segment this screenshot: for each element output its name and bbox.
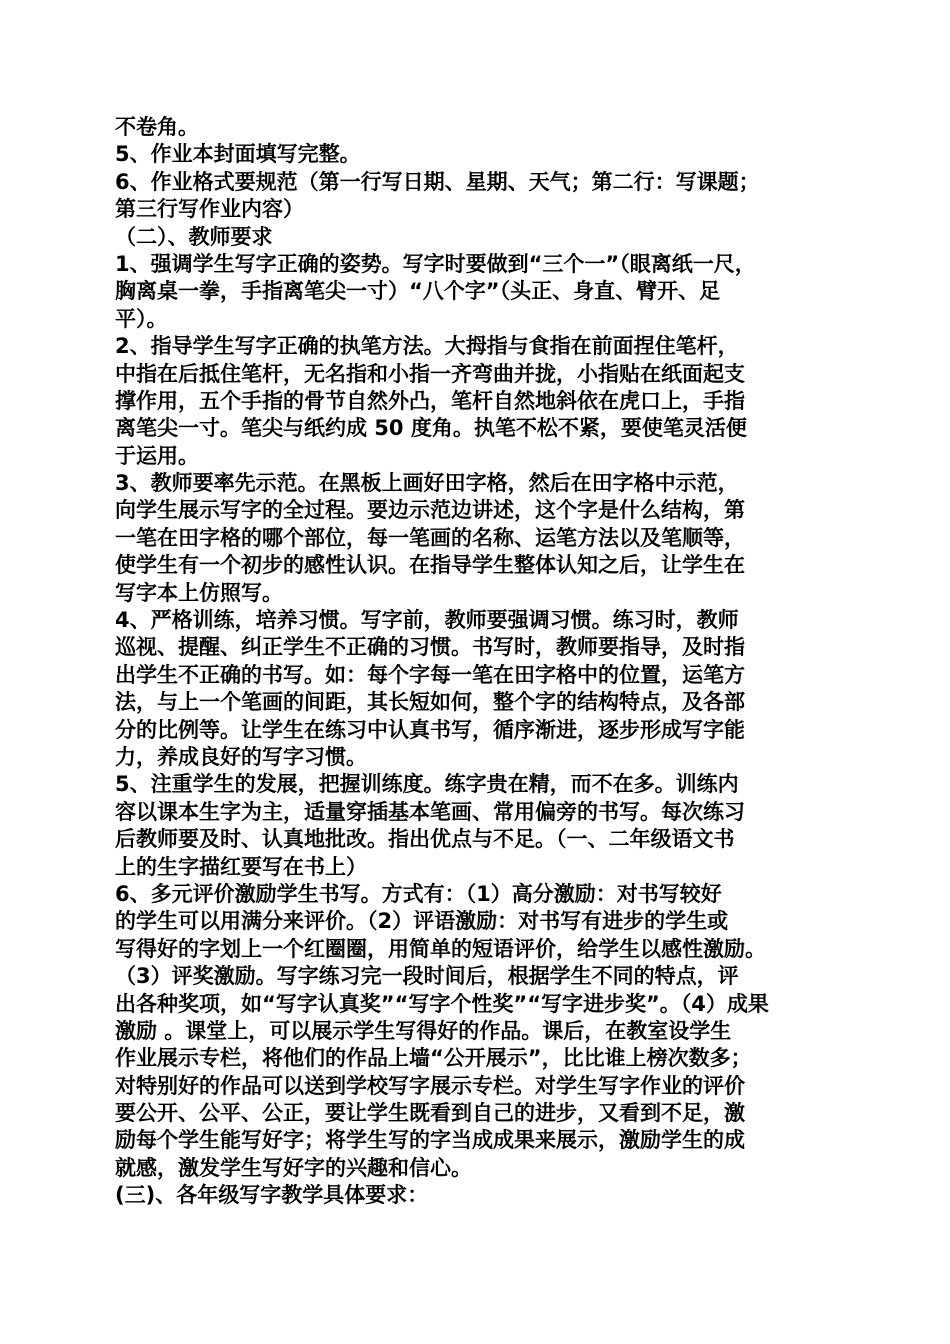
text-line: （3）评奖激励。写字练习完一段时间后，根据学生不同的特点，评 (115, 964, 739, 989)
text-line: 巡视、提醒、纠正学生不正确的习惯。书写时，教师要指导，及时指 (115, 635, 745, 660)
text-line: 6、作业格式要规范（第一行写日期、星期、天气；第二行：写课题； (115, 169, 760, 194)
text-line: 写字本上仿照写。 (115, 580, 283, 605)
text-line: 撑作用，五个手指的骨节自然外凸，笔杆自然地斜依在虎口上，手指 (115, 388, 745, 413)
text-line: 出学生不正确的书写。如：每个字每一笔在田字格中的位置，运笔方 (115, 662, 745, 687)
text-line: 就感，激发学生写好字的兴趣和信心。 (115, 1155, 472, 1180)
text-line: 于运用。 (115, 443, 199, 468)
text-line: 分的比例等。让学生在练习中认真书写，循序渐进，逐步形成写字能 (115, 717, 745, 742)
text-line: 激励 。课堂上，可以展示学生写得好的作品。课后，在教室设学生 (115, 1018, 732, 1043)
text-line: 出各种奖项，如“写字认真奖”“写字个性奖”“写字进步奖”。（4）成果 (115, 991, 769, 1016)
text-line: 4、严格训练，培养习惯。写字前，教师要强调习惯。练习时，教师 (115, 608, 739, 633)
text-line: 胸离桌一拳，手指离笔尖一寸）“八个字”（头正、身直、臂开、足 (115, 279, 721, 304)
text-line: 使学生有一个初步的感性认识。在指导学生整体认知之后，让学生在 (115, 553, 745, 578)
text-line: 后教师要及时、认真地批改。指出优点与不足。（一、二年级语文书 (115, 827, 735, 852)
section-heading: （二）、教师要求 (115, 224, 273, 249)
text-line: 励每个学生能写好字；将学生写的字当成成果来展示，激励学生的成 (115, 1128, 745, 1153)
text-line: 写得好的字划上一个红圈圈，用简单的短语评价，给学生以感性激励。 (115, 936, 766, 961)
text-line: 离笔尖一寸。笔尖与纸约成 50 度角。执笔不松不紧，要使笔灵活便 (115, 416, 747, 441)
text-line: 中指在后抵住笔杆，无名指和小指一齐弯曲并拢，小指贴在纸面起支 (115, 361, 745, 386)
text-line: 力，养成良好的写字习惯。 (115, 744, 367, 769)
text-line: 5、作业本封面填写完整。 (115, 142, 361, 167)
text-line: 3、教师要率先示范。在黑板上画好田字格，然后在田字格中示范， (115, 471, 739, 496)
text-line: 要公开、公平、公正，要让学生既看到自己的进步，又看到不足，激 (115, 1101, 745, 1126)
text-line: 平）。 (115, 306, 168, 331)
document-body (115, 114, 855, 1210)
text-line: 1、强调学生写字正确的姿势。写字时要做到“三个一”（眼离纸一尺， (115, 251, 756, 276)
text-line: 的学生可以用满分来评价。（2）评语激励：对书写有进步的学生或 (115, 909, 729, 934)
text-line: 作业展示专栏，将他们的作品上墙“公开展示”，比比谁上榜次数多； (115, 1046, 752, 1071)
section-heading: (三)、各年级写字教学具体要求： (115, 1183, 429, 1208)
text-line: 容以课本生字为主，适量穿插基本笔画、常用偏旁的书写。每次练习 (115, 799, 745, 824)
text-line: 向学生展示写字的全过程。要边示范边讲述，这个字是什么结构，第 (115, 498, 745, 523)
text-line: 第三行写作业内容） (115, 197, 304, 222)
text-line: 2、指导学生写字正确的执笔方法。大拇指与食指在前面捏住笔杆， (115, 334, 739, 359)
text-line: 上的生字描红要写在书上） (115, 854, 367, 879)
text-line: 不卷角。 (115, 115, 199, 139)
text-line: 法，与上一个笔画的间距，其长短如何，整个字的结构特点，及各部 (115, 690, 745, 715)
text-line: 对特别好的作品可以送到学校写字展示专栏。对学生写字作业的评价 (115, 1073, 745, 1098)
text-line: 一笔在田字格的哪个部位，每一笔画的名称、运笔方法以及笔顺等， (115, 525, 745, 550)
text-line: 5、注重学生的发展，把握训练度。练字贵在精，而不在多。训练内 (115, 772, 739, 797)
text-line: 6、多元评价激励学生书写。方式有：（1）高分激励：对书写较好 (115, 881, 722, 906)
